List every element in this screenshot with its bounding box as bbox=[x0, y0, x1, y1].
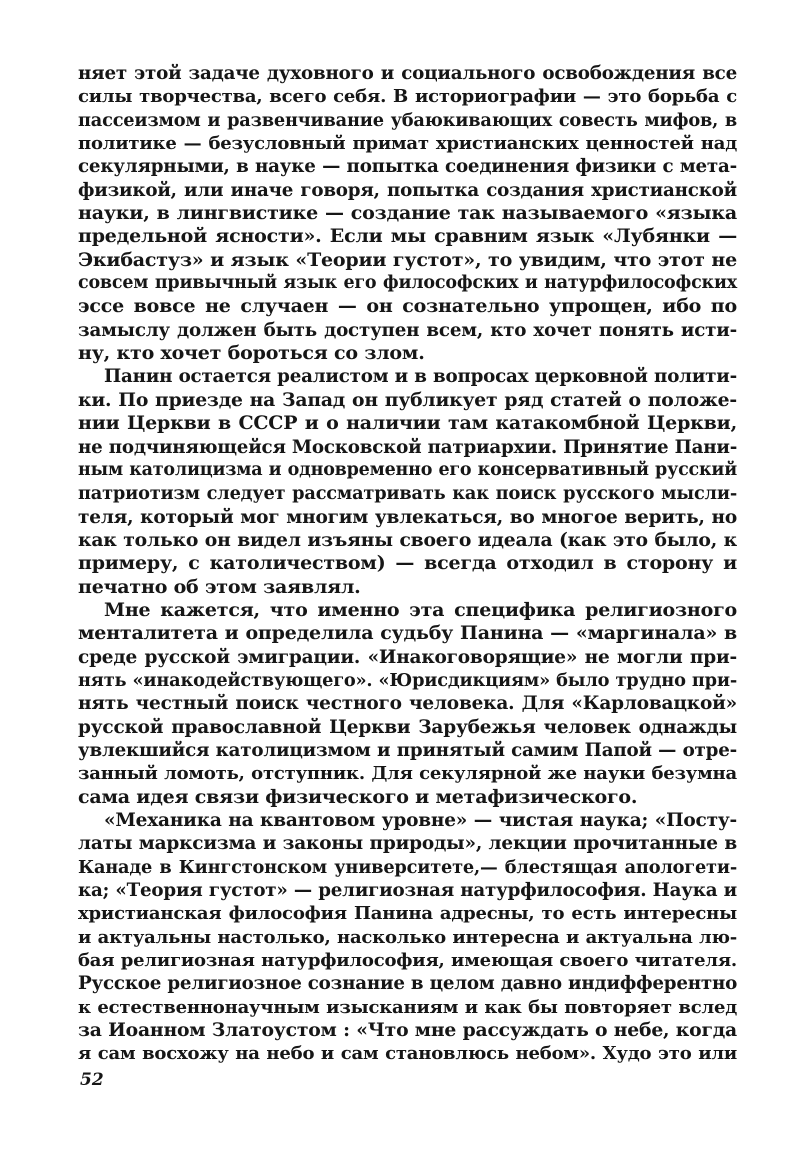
text-line: печатно об этом заявлял. bbox=[78, 575, 361, 598]
text-line: политике — безусловный примат христианских ценностей над bbox=[78, 133, 737, 155]
text-line: нии Церкви в СССР и о наличии там катакомбной Церкви, bbox=[78, 412, 737, 435]
text-line: совсем привычный язык его философских и натурфилософских bbox=[78, 273, 737, 294]
text-line: эссе вовсе не случаен — он сознательно упрощен, ибо по bbox=[78, 295, 737, 318]
text-line: ну, кто хочет бороться со злом. bbox=[78, 342, 425, 365]
text-line: Панин остается реалистом и в вопросах церковной полити- bbox=[104, 366, 737, 388]
body-text bbox=[78, 62, 737, 1066]
text-line: сама идея связи физического и метафизического. bbox=[78, 785, 638, 808]
text-line: латы марксизма и законы природы», лекции прочитанные в bbox=[78, 833, 737, 855]
text-line: нять честный поиск честного человека. Для «Карловацкой» bbox=[78, 693, 737, 715]
text-line: примеру, с католичеством) — всегда отходил в сторону и bbox=[78, 552, 737, 575]
text-line: занный ломоть, отступник. Для секулярной же науки безумна bbox=[78, 763, 737, 785]
text-line: патриотизм следует рассматривать как поиск русского мысли- bbox=[78, 483, 737, 505]
text-line: как только он видел изъяны своего идеала (как это было, к bbox=[78, 528, 737, 551]
text-line: Мне кажется, что именно эта специфика религиозного bbox=[104, 598, 737, 621]
text-line: христианская философия Панина адресны, то есть интересны bbox=[78, 903, 737, 925]
text-line: силы творчества, всего себя. В историографии — это борьба с bbox=[78, 86, 737, 108]
page-number: 52 bbox=[80, 1070, 104, 1090]
text-line: бая религиозная натурфилософия, имеющая своего читателя. bbox=[78, 950, 737, 972]
text-line: секулярными, в науке — попытка соединения физики с мета- bbox=[78, 156, 737, 178]
text-line: физикой, или иначе говоря, попытка создания христианской bbox=[78, 179, 737, 201]
text-line: «Механика на квантовом уровне» — чистая наука; «Посту- bbox=[104, 810, 737, 831]
text-line: среде русской эмиграции. «Инакоговорящие» не могли при- bbox=[78, 646, 737, 668]
text-line: увлекшийся католицизмом и принятый самим Папой — отре- bbox=[78, 739, 737, 761]
text-line: ки. По приезде на Запад он публикует ряд статей о положе- bbox=[78, 388, 737, 411]
text-line: ным католицизма и одновременно его консервативный русский bbox=[78, 459, 737, 480]
text-line: Экибастуз» и язык «Теории густот», то увидим, что этот не bbox=[78, 248, 737, 271]
text-line: предельной ясности». Если мы сравним язык «Лубянки — bbox=[78, 225, 737, 248]
text-line: замыслу должен быть доступен всем, кто хочет понять исти- bbox=[78, 319, 737, 341]
text-line: за Иоанном Златоустом : «Что мне рассуждать о небе, когда bbox=[78, 1019, 737, 1042]
text-line: теля, который мог многим увлекаться, во многое верить, но bbox=[78, 506, 737, 528]
text-line: Русское религиозное сознание в целом давно индифферентно bbox=[78, 973, 738, 995]
text-line: к естественнонаучным изысканиям и как бы повторяет вслед bbox=[78, 996, 737, 1018]
text-line: ка; «Теория густот» — религиозная натурфилософия. Наука и bbox=[78, 880, 737, 902]
text-line: пассеизмом и развенчивание убаюкивающих совесть мифов, в bbox=[78, 109, 737, 131]
text-line: Канаде в Кингстонском университете,— блестящая апологети- bbox=[78, 856, 737, 878]
text-line: нять «инакодействующего». «Юрисдикциям» было трудно при- bbox=[78, 669, 737, 691]
text-line: не подчиняющейся Московской патриархии. Принятие Пани- bbox=[78, 436, 738, 458]
text-line: я сам восхожу на небо и сам становлюсь небом». Худо это или bbox=[78, 1043, 737, 1065]
text-line: русской православной Церкви Зарубежья человек однажды bbox=[78, 716, 737, 738]
text-line: и актуальны настолько, насколько интересна и актуальна лю- bbox=[78, 926, 737, 948]
text-line: менталитета и определила судьбу Панина — «маргинала» в bbox=[78, 622, 737, 645]
text-line: няет этой задаче духовного и социального освобождения все bbox=[78, 63, 737, 84]
text-line: науки, в лингвистике — создание так называемого «языка bbox=[78, 202, 737, 225]
